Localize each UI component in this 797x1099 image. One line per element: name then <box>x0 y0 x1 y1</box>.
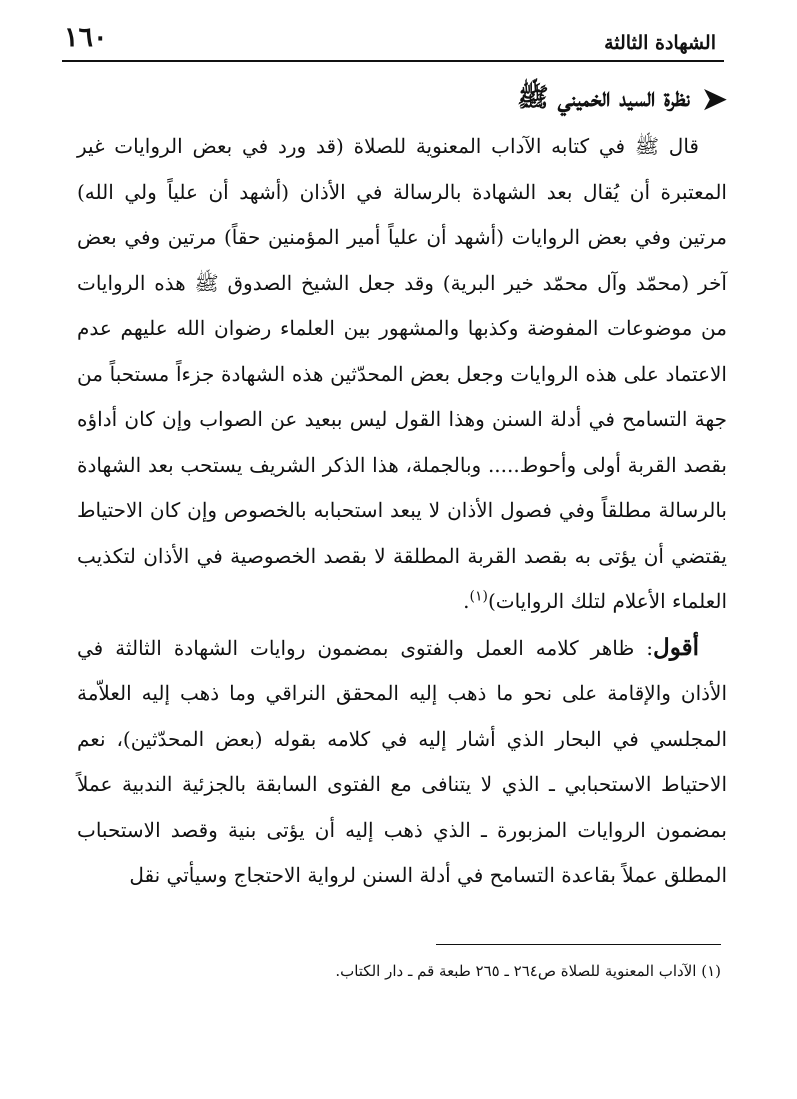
paragraph-2 <box>77 625 727 899</box>
running-title: الشهادة الثالثة <box>604 32 716 54</box>
page-header <box>62 22 724 62</box>
section-heading-text: نظرة السيد الخميني ﷺ <box>517 83 690 113</box>
paragraph-2-text: : ظاهر كلامه العمل والفتوى بمضمون روايات الشهادة الثالثة في الأذان والإقامة على نحو ما ذهب إليه المحقق النراقي وما ذهب إليه العلاّمة المجلسي في البحار الذي أشار إليه في كلامه بقوله (بعض المحدّثين)، نعم الاحتياط الاستحبابي ـ الذي لا يتنافى مع الفتوى السابقة بالجزئية الندبية عملاً بمضمون الروايات المزبورة ـ الذي ذهب إليه أن يؤتى بنية وقصد الاستحباب المطلق عملاً بقاعدة التسامح في أدلة السنن لرواية الاحتجاج وسيأتي نقل <box>77 635 727 887</box>
paragraph-2-lead-word: أقول <box>653 633 699 661</box>
paragraph-1-text: قال ﷺ في كتابه الآداب المعنوية للصلاة (قد ورد في بعض الروايات غير المعتبرة أن يُقال بعد الشهادة بالرسالة في الأذان (أشهد أن علياً ولي الله) مرتين وفي بعض الروايات (أشهد أن علياً أمير المؤمنين حقاً) مرتين وفي بعض آخر (محمّد وآل محمّد خير البرية) وقد جعل الشيخ الصدوق ﷺ هذه الروايات من موضوعات المفوضة وكذبها والمشهور بين العلماء رضوان الله عليهم عدم الاعتماد على هذه الروايات وجعل بعض المحدّثين هذه الشهادة جزءاً مستحباً من جهة التسامح في أدلة السنن وهذا القول ليس ببعيد عن الصواب وإن كان أداؤه بقصد القربة أولى وأحوط..... وبالجملة، هذا الذكر الشريف يستحب بعد الشهادة بالرسالة مطلقاً وفي فصول الأذان لا يبعد استحبابه بالخصوص وإن كان الاحتياط يقتضي أن يؤتى به بقصد القربة المطلقة لا بقصد الخصوصية في الأذان لتكذيب العلماء الأعلام لتلك الروايات) <box>77 134 727 613</box>
paragraph-1-tail: . <box>463 589 470 613</box>
footnote-reference: (١) <box>469 588 488 605</box>
page-number: ١٦٠ <box>64 22 108 53</box>
arrow-marker-icon: ➤ <box>701 82 727 117</box>
paragraph-1 <box>77 124 727 625</box>
section-heading <box>67 78 727 122</box>
footnote-divider <box>436 944 721 945</box>
footnote: (١) الآداب المعنوية للصلاة ص٢٦٤ ـ ٢٦٥ طبعة قم ـ دار الكتاب. <box>335 962 721 980</box>
body-text <box>77 124 727 899</box>
